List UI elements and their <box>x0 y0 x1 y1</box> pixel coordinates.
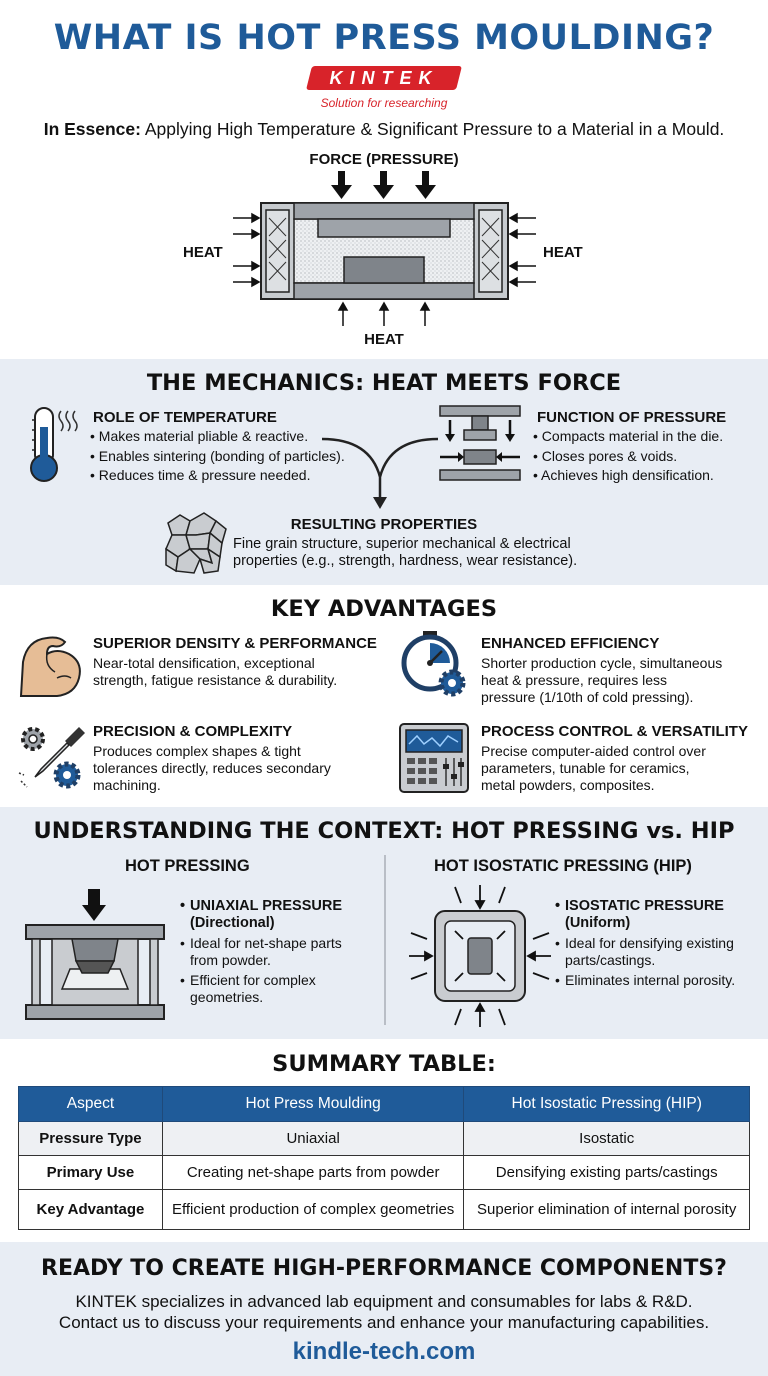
temperature-list <box>90 427 345 486</box>
advantage-text <box>481 743 706 794</box>
table-cell: Efficient production of complex geometries <box>162 1190 464 1230</box>
advantage-line: Produces complex shapes & tight <box>93 743 301 759</box>
heat-label-right: HEAT <box>543 244 583 261</box>
website-link[interactable]: kindle-tech.com <box>292 1338 476 1365</box>
heat-label-bottom: HEAT <box>364 331 404 348</box>
context-title: UNDERSTANDING THE CONTEXT: HOT PRESSING vs. HIP <box>33 818 735 844</box>
press-icon <box>436 404 526 486</box>
divider <box>384 855 386 1025</box>
result-heading: RESULTING PROPERTIES <box>290 516 478 533</box>
header-section <box>0 0 768 360</box>
cta-line: KINTEK specializes in advanced lab equipment and consumables for labs & R&D. <box>75 1292 693 1311</box>
table-cell: Key Advantage <box>19 1190 163 1230</box>
advantages-section <box>0 585 768 807</box>
advantage-line: pressure (1/10th of cold pressing). <box>481 689 694 705</box>
merge-arrow <box>322 433 442 513</box>
force-label: FORCE (PRESSURE) <box>309 151 459 168</box>
table-cell: Creating net-shape parts from powder <box>162 1156 464 1190</box>
table-row <box>19 1190 750 1230</box>
advantage-text <box>93 655 337 689</box>
table-cell: Uniaxial <box>162 1122 464 1156</box>
control-panel-icon <box>398 722 470 794</box>
summary-title: SUMMARY TABLE: <box>272 1051 496 1077</box>
table-row <box>19 1156 750 1190</box>
mechanics-title: THE MECHANICS: HEAT MEETS FORCE <box>146 370 622 396</box>
result-text <box>233 536 577 570</box>
advantage-text <box>93 743 331 794</box>
thermometer-icon <box>28 405 88 485</box>
page-title: WHAT IS HOT PRESS MOULDING? <box>53 18 715 58</box>
isostatic-container-icon <box>405 881 555 1031</box>
advantage-heading: SUPERIOR DENSITY & PERFORMANCE <box>93 635 377 652</box>
hot-pressing-heading: HOT PRESSING <box>125 857 250 875</box>
heat-label-left: HEAT <box>183 244 223 261</box>
result-line: Fine grain structure, superior mechanical & electrical <box>233 536 571 552</box>
result-line: properties (e.g., strength, hardness, wear resistance). <box>233 553 578 569</box>
list-item: • Closes pores & voids. <box>533 447 723 467</box>
list-item: • Makes material pliable & reactive. <box>90 427 345 447</box>
pressure-heading: FUNCTION OF PRESSURE <box>537 409 727 426</box>
advantage-line: tolerances directly, reduces secondary <box>93 760 331 776</box>
gears-dropper-icon <box>17 721 89 793</box>
logo-tagline: Solution for researching <box>320 96 448 110</box>
arm-muscle-icon <box>17 632 87 702</box>
hip-heading: HOT ISOSTATIC PRESSING (HIP) <box>434 857 692 875</box>
stopwatch-gear-icon <box>400 629 472 703</box>
context-section <box>0 807 768 1039</box>
hot-pressing-list <box>180 898 370 1009</box>
essence-label: In Essence: <box>43 119 141 139</box>
hot-press-diagram <box>0 0 768 360</box>
table-cell: Pressure Type <box>19 1122 163 1156</box>
uniaxial-press-icon <box>22 885 172 1025</box>
table-header-row <box>19 1087 750 1122</box>
essence-text: Applying High Temperature & Significant Pressure to a Material in a Mould. <box>140 119 725 139</box>
list-item: • Reduces time & pressure needed. <box>90 466 345 486</box>
list-item: • Enables sintering (bonding of particles). <box>90 447 345 467</box>
advantage-line: machining. <box>93 777 161 793</box>
advantage-heading: PRECISION & COMPLEXITY <box>93 723 293 740</box>
hip-list <box>555 898 755 992</box>
cta-section <box>0 1242 768 1376</box>
cta-title: READY TO CREATE HIGH-PERFORMANCE COMPONENTS? <box>41 1256 727 1281</box>
table-header-cell: Hot Press Moulding <box>162 1087 464 1122</box>
list-item: • UNIAXIAL PRESSURE (Directional) <box>180 898 370 932</box>
table-cell: Densifying existing parts/castings <box>464 1156 750 1190</box>
summary-table <box>18 1086 750 1230</box>
advantage-line: Precise computer-aided control over <box>481 743 706 759</box>
list-item: • Efficient for complex geometries. <box>180 972 370 1006</box>
list-item: • Ideal for net-shape parts from powder. <box>180 935 370 969</box>
advantage-line: metal powders, composites. <box>481 777 655 793</box>
table-cell: Superior elimination of internal porosity <box>464 1190 750 1230</box>
table-row <box>19 1122 750 1156</box>
advantage-heading: ENHANCED EFFICIENCY <box>481 635 660 652</box>
cta-line: Contact us to discuss your requirements and enhance your manufacturing capabilities. <box>58 1313 710 1332</box>
mechanics-section <box>0 359 768 585</box>
logo-text: KINTEK <box>329 68 439 88</box>
list-item: • Achieves high densification. <box>533 466 723 486</box>
advantage-line: Shorter production cycle, simultaneous <box>481 655 723 671</box>
list-item: • ISOSTATIC PRESSURE (Uniform) <box>555 898 755 932</box>
table-header-cell: Hot Isostatic Pressing (HIP) <box>464 1087 750 1122</box>
pressure-list <box>533 427 723 486</box>
temperature-heading: ROLE OF TEMPERATURE <box>93 409 277 426</box>
advantage-heading: PROCESS CONTROL & VERSATILITY <box>481 723 748 740</box>
summary-section <box>0 1039 768 1242</box>
table-header-cell: Aspect <box>19 1087 163 1122</box>
advantage-line: strength, fatigue resistance & durability. <box>93 672 338 688</box>
advantage-line: parameters, tunable for ceramics, <box>481 760 690 776</box>
cta-text <box>0 1291 768 1333</box>
advantages-title: KEY ADVANTAGES <box>270 596 498 622</box>
table-cell: Primary Use <box>19 1156 163 1190</box>
list-item: • Compacts material in the die. <box>533 427 723 447</box>
advantage-line: heat & pressure, requires less <box>481 672 667 688</box>
list-item: • Ideal for densifying existing parts/castings. <box>555 935 755 969</box>
table-cell: Isostatic <box>464 1122 750 1156</box>
advantage-text <box>481 655 722 706</box>
advantage-line: Near-total densification, exceptional <box>93 655 315 671</box>
list-item: • Eliminates internal porosity. <box>555 972 755 989</box>
